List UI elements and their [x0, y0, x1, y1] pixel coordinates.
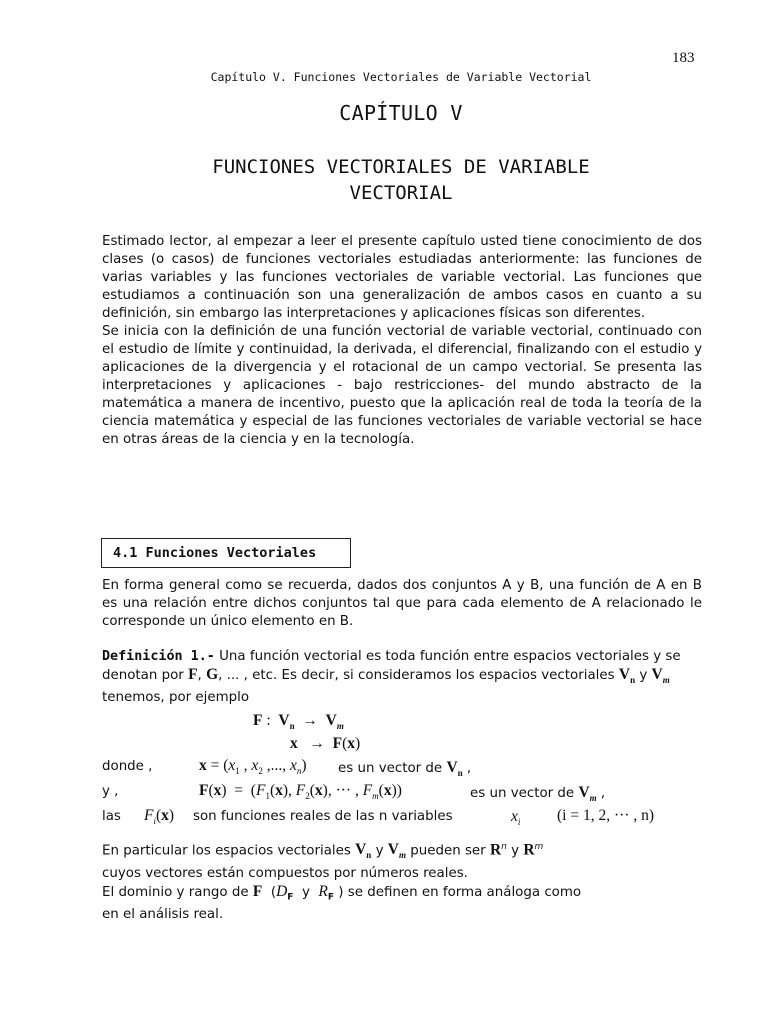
vector-of-n-text: es un vector de — [338, 761, 443, 776]
chapter-title — [100, 154, 702, 206]
definition-block: Definición 1.- Una función vectorial es toda función entre espacios vectoriales y se denotan por F, G, ... , etc. Es decir, si consideramos los espacios vectoriales $V_n$ y $V_m$ tenemos, por ejemplo — [102, 649, 681, 706]
intro-paragraph-1: Estimado lector, al empezar a leer el presente capítulo usted tiene conocimiento de dos clases (o casos) de funciones vectoriales estudiadas anteriormente: las funciones de varias variables y las funciones vectoriales de variable vectorial. Las funciones que estudiamos a continuación son una generalización de ambos casos en cuanto a su definición, sin embargo las interpretaciones y aplicaciones físicas son diferentes. — [102, 234, 702, 321]
closing-line-2: cuyos vectores están compuestos por números reales. — [102, 865, 468, 881]
definition-text-a: Una función vectorial es toda función entre espacios vectoriales y se denotan por — [102, 649, 681, 683]
definition-term: Definición 1.- — [102, 649, 215, 664]
chapter-title-line-1: FUNCIONES VECTORIALES DE VARIABLE — [212, 156, 590, 178]
math-mapping-line-2: x → F(x) — [290, 735, 361, 752]
intro-paragraph-2: Se inicia con la definición de una función vectorial de variable vectorial, continuado con el estudio de límite y continuidad, la derivada, el diferencial, finalizando con el estudio y aplicaciones de la divergencia y el rotacional de un campo vectorial. Se presenta las interpretaciones y aplicaciones - bajo restricciones- del mundo abstracto de la matemática a manera de incentivo, puesto que la aplicación real de toda la teoría de la ciencia matemática y especial de las funciones vectoriales de variable vectorial se hace en otras áreas de la ciencia y en la tecnología. — [102, 324, 702, 447]
y-label: y , — [102, 784, 119, 799]
closing-line-3: El dominio y rango de F ($D_F$ y $R_F$ ) se definen en forma análoga como — [102, 882, 582, 903]
math-mapping-line-1: F : $V_n \to V_m$ — [253, 712, 344, 732]
running-header: Capítulo V. Funciones Vectoriales de Variable Vectorial — [210, 70, 592, 84]
index-range: (i = 1, 2, ··· , n) — [557, 807, 654, 824]
section-heading: 4.1 Funciones Vectoriales — [101, 538, 351, 568]
closing-line-4: en el análisis real. — [102, 907, 224, 923]
page-number: 183 — [672, 50, 695, 66]
definition-text-b: , ... , etc. Es decir, si consideramos los espacios vectoriales — [218, 668, 619, 683]
chapter-label: CAPÍTULO V — [339, 101, 463, 125]
math-row-las: las $F_i(x)$ son funciones reales de las n variables $x_i$ (i = 1, 2, ··· , n) — [102, 807, 654, 828]
closing-block — [102, 838, 722, 924]
donde-label: donde , — [102, 759, 153, 774]
intro-text — [102, 233, 702, 449]
real-functions-text: son funciones reales de las n variables — [193, 809, 453, 824]
closing-line-1: En particular los espacios vectoriales $V_n$ y $V_m$ pueden ser $R^n$ y $R^m$ — [102, 841, 544, 861]
math-row-donde: donde , $x = (x_1$ , $x_2$ ,..., $x_n$) es un vector de $V_n$ , — [102, 757, 472, 779]
section-text — [102, 577, 702, 631]
las-label: las — [102, 809, 121, 824]
math-symbols-FG: F — [188, 666, 198, 683]
definition-text-c: tenemos, por ejemplo — [102, 690, 250, 706]
section-paragraph: En forma general como se recuerda, dados dos conjuntos A y B, una función de A en B es una relación entre dichos conjuntos tal que para cada elemento de A relacionado le corresponde un único elemento en B. — [102, 578, 702, 629]
math-row-y: y , $F(x) = (F_1(x)$, $F_2(x)$, ··· , $F_m(x)$) es un vector de $V_m$ , — [102, 782, 606, 804]
chapter-title-line-2: VECTORIAL — [349, 182, 453, 204]
vector-of-m-text: es un vector de — [470, 786, 575, 801]
